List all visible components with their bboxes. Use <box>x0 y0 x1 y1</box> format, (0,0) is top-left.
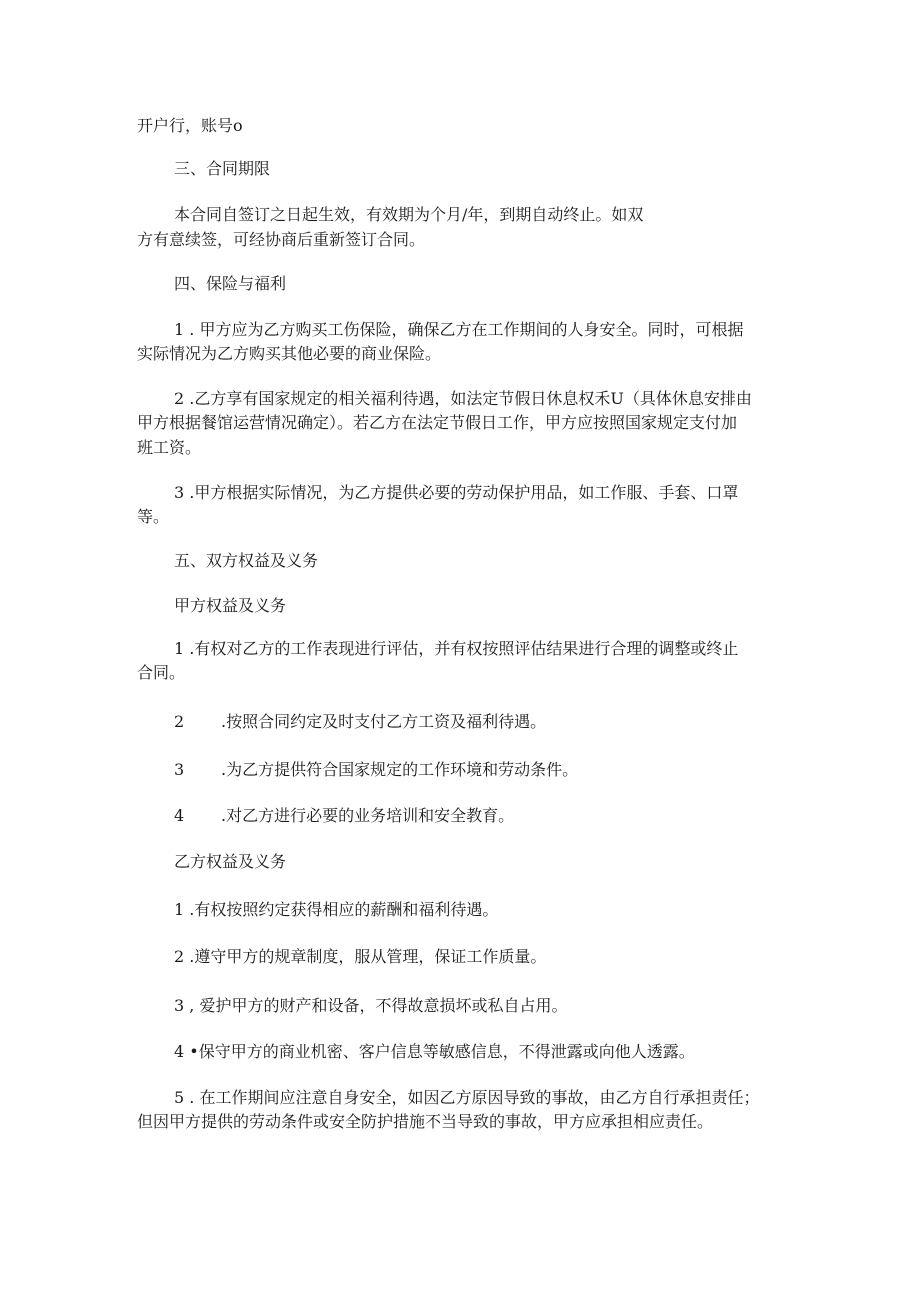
party-b-item-5-line-1: 5 . 在工作期间应注意自身安全，如因乙方原因导致的事故，由乙方自行承担责任； <box>174 1088 760 1107</box>
section-4-heading: 四、保险与福利 <box>174 274 287 293</box>
party-a-heading: 甲方权益及义务 <box>174 596 287 615</box>
section-3-body-line-1: 本合同自签订之日起生效，有效期为个月/年，到期自动终止。如双 <box>174 205 644 224</box>
party-b-heading: 乙方权益及义务 <box>174 852 287 871</box>
party-a-item-4-text: .对乙方进行必要的业务培训和安全教育。 <box>221 806 515 825</box>
party-b-item-2: 2 .遵守甲方的规章制度，服从管理，保证工作质量。 <box>174 947 547 966</box>
party-a-item-3-number: 3 <box>174 760 185 779</box>
insurance-item-2-line-2: 甲方根据餐馆运营情况确定）。若乙方在法定节假日工作，甲方应按照国家规定支付加 <box>137 413 738 432</box>
section-3-heading: 三、合同期限 <box>174 159 271 178</box>
insurance-item-3-line-1: 3 .甲方根据实际情况，为乙方提供必要的劳动保护用品，如工作服、手套、口罩 <box>174 483 739 502</box>
party-a-item-1-line-1: 1 .有权对乙方的工作表现进行评估，并有权按照评估结果进行合理的调整或终止 <box>174 639 739 658</box>
insurance-item-1-line-2: 实际情况为乙方购买其他必要的商业保险。 <box>137 344 442 363</box>
insurance-item-2-line-3: 班工资。 <box>137 438 202 457</box>
party-b-item-1: 1 .有权按照约定获得相应的薪酬和福利待遇。 <box>174 900 499 919</box>
party-a-item-4-number: 4 <box>174 806 185 825</box>
party-a-item-4 <box>174 807 514 825</box>
insurance-item-3-line-2: 等。 <box>137 507 170 526</box>
insurance-item-2-line-1: 2 .乙方享有国家规定的相关福利待遇，如法定节假日休息权禾U（具体休息安排由 <box>174 389 752 408</box>
party-b-item-5-line-2: 但因甲方提供的劳动条件或安全防护措施不当导致的事故，甲方应承担相应责任。 <box>137 1112 714 1131</box>
account-line: 开户行，账号o <box>137 116 243 135</box>
party-b-item-4: 4 •保守甲方的商业机密、客户信息等敏感信息，不得泄露或向他人透露。 <box>174 1042 695 1061</box>
party-a-item-2-text: .按照合同约定及时支付乙方工资及福利待遇。 <box>221 712 547 731</box>
party-a-item-3-text: .为乙方提供符合国家规定的工作环境和劳动条件。 <box>221 760 579 779</box>
section-3-body-line-2: 方有意续签，可经协商后重新签订合同。 <box>137 230 426 249</box>
insurance-item-1-line-1: 1 . 甲方应为乙方购买工伤保险，确保乙方在工作期间的人身安全。同时，可根据 <box>174 320 744 339</box>
party-a-item-1-line-2: 合同。 <box>137 663 186 682</box>
party-b-item-3: 3 , 爱护甲方的财产和设备，不得故意损坏或私自占用。 <box>174 996 568 1015</box>
party-a-item-2 <box>174 713 546 731</box>
party-a-item-2-number: 2 <box>174 712 185 731</box>
party-a-item-3 <box>174 761 578 779</box>
section-5-heading: 五、双方权益及义务 <box>174 551 319 570</box>
